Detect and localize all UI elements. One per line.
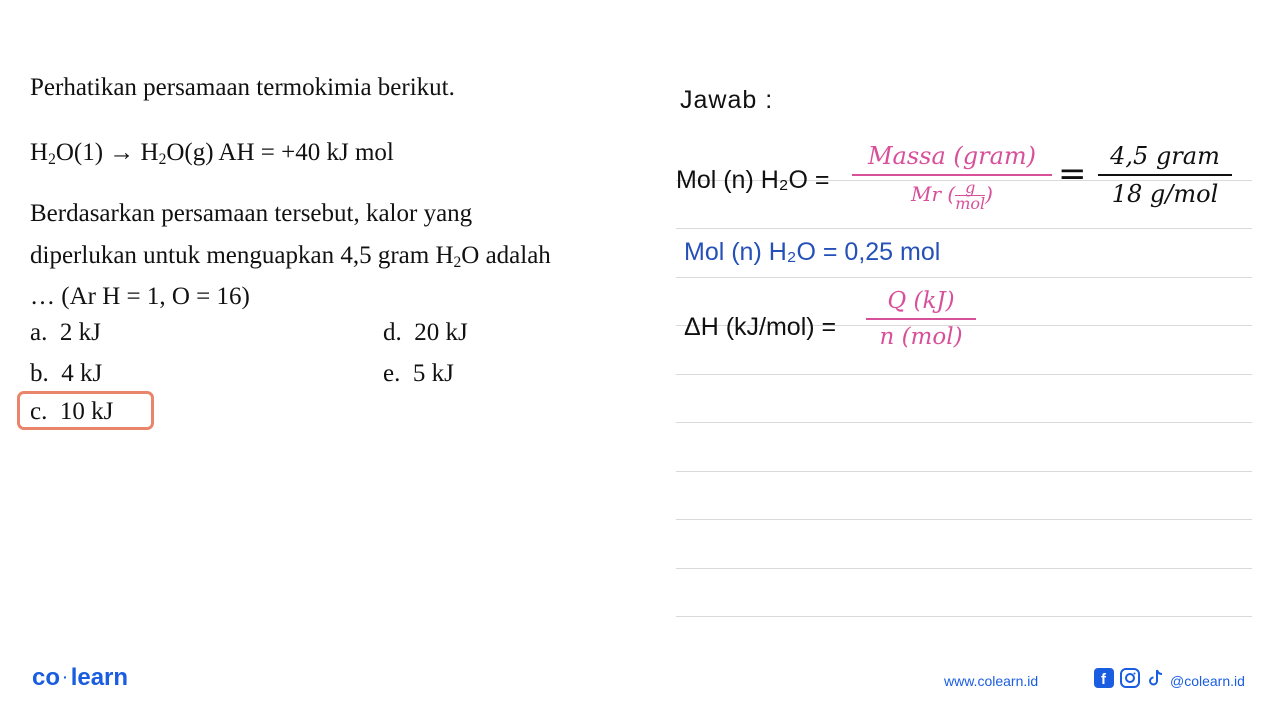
svg-text:f: f [1101,671,1106,688]
ruled-line [676,374,1252,375]
equals-sign: = [1058,154,1087,194]
ruled-line [676,228,1252,229]
option-a[interactable]: a. 2 kJ [30,319,101,346]
answer-heading: Jawab : [680,86,774,114]
mass-over-mr-fraction: Massa (gram) Mr ( g mol ) [852,142,1052,210]
option-e[interactable]: e. 5 kJ [383,360,454,387]
numeric-fraction: 4,5 gram 18 g/mol [1098,142,1232,208]
question-intro: Perhatikan persamaan termokimia berikut. [30,74,455,101]
facebook-icon[interactable] [1094,668,1114,688]
ruled-line [676,519,1252,520]
ruled-line [676,568,1252,569]
website-link[interactable]: www.colearn.id [944,673,1039,689]
instagram-icon[interactable] [1120,668,1140,688]
q-over-n-fraction: Q (kJ) n (mol) [866,288,976,350]
ruled-line [676,471,1252,472]
ruled-line [676,616,1252,617]
thermochemical-equation: $H_2O(1) \to H_2O(g)$ AH = +40 kJ mol [30,139,394,168]
option-d[interactable]: d. 20 kJ [383,319,468,346]
colearn-logo: co · learn [32,664,129,691]
question-body-line3: … (Ar H = 1, O = 16) [30,283,250,310]
ruled-line [676,422,1252,423]
tiktok-icon[interactable] [1146,668,1166,688]
question-body-line2: diperlukan untuk menguapkan 4,5 gram $H_2O$ adalah [30,242,551,271]
option-c[interactable]: c. 10 kJ [30,398,114,425]
social-handle[interactable]: @colearn.id [1170,673,1245,689]
mol-result: Mol (n) H₂O = 0,25 mol [684,238,941,266]
delta-h-formula-label: ΔH (kJ/mol) = [684,313,837,341]
selected-answer-highlight [17,391,154,430]
option-b[interactable]: b. 4 kJ [30,360,103,387]
mol-formula-label: Mol (n) H₂O = [676,166,830,194]
ruled-line [676,277,1252,278]
question-body-line1: Berdasarkan persamaan tersebut, kalor yang [30,200,473,227]
